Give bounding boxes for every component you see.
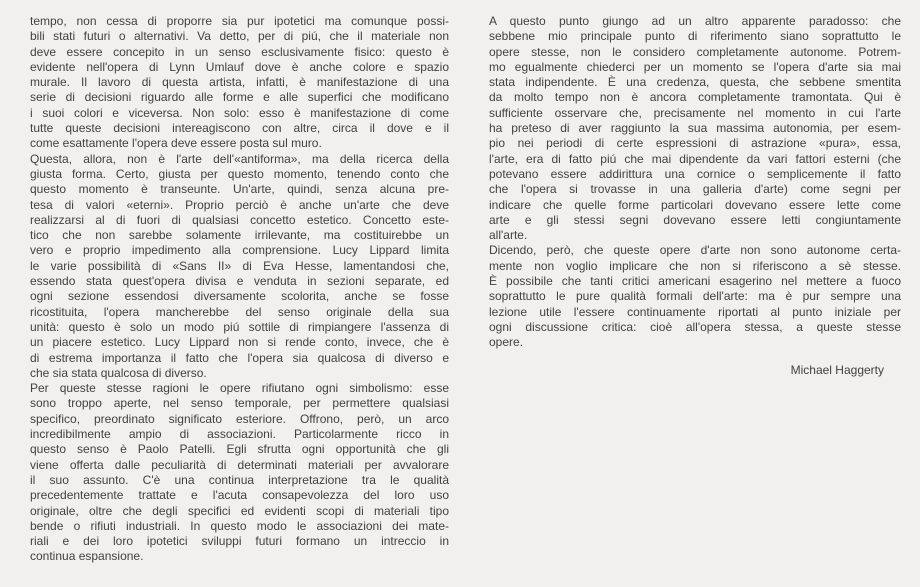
text-line: unità: questo è solo un modo piú sottile di rimpiangere l'assenza di (30, 319, 449, 334)
text-line: che sia stata qualcosa di diverso. (30, 365, 207, 380)
text-line: un piacere estetico. Lucy Lippard non si rende conto, invece, che è (30, 335, 449, 350)
text-line: murale. Il lavoro di questa artista, infatti, è manifestazione di una (30, 75, 449, 90)
paragraph (489, 14, 901, 243)
text-line: tempo, non cessa di proporre sia pur ipotetici ma comunque possi- (30, 14, 449, 28)
text-line: sebbene mio principale punto di riferimento siano soprattutto le (489, 29, 901, 44)
text-line: originale, oltre che degli specifici ed evidenti scopi di materiali tipo (30, 503, 449, 518)
text-line: viene offerta dalle peculiarità di determinati materiali per avvalorare (30, 457, 449, 472)
text-line: riali e dei loro ipotetici sviluppi futuri formano un intreccio in (30, 534, 449, 549)
text-line: all'arte. (489, 228, 528, 243)
text-line: giusta forma. Certo, giusta per questo momento, tenendo conto che (30, 166, 449, 181)
text-line: realizzarsi al di fuori di qualsiasi concetto estetico. Concetto este- (30, 212, 449, 227)
text-line: vero e proprio impedimento alla comprensione. Lucy Lippard limita (30, 243, 449, 258)
paragraph (489, 243, 901, 350)
text-line: Dicendo, però, che queste opere d'arte non sono autonome certa- (489, 243, 901, 258)
text-line: come esattamente l'opera deve essere posta sul muro. (30, 136, 322, 151)
text-line: mente non voglio implicare che non si riferiscono a sè stesse. (489, 258, 901, 273)
text-line: deve essere concepito in un senso esclusivamente fisico: questo è (30, 44, 449, 59)
text-line: essendo stata quest'opera divisa e venduta in sezioni separate, ed (30, 274, 449, 289)
text-line: le varie possibilità di «Sans II» di Eva Hesse, lamentandosi che, (30, 258, 449, 273)
text-line: ogni sezione essendosi diversamente scolorita, anche se fosse (30, 289, 449, 304)
text-line: specifico, preordinato significato esteriore. Offrono, però, un arco (30, 411, 449, 426)
text-line: A questo punto giungo ad un altro apparente paradosso: che (489, 14, 901, 28)
text-line: lezione utile l'essere continuamente riportati al punto iniziale per (489, 304, 901, 319)
text-line: precedentemente trattate e l'acuta consapevolezza del loro uso (30, 488, 449, 503)
text-line: stata indipendente. È una credenza, questa, che sebbene smentita (489, 75, 901, 90)
text-column-left (30, 14, 449, 565)
text-line: continua espansione. (30, 549, 144, 564)
text-line: tesa di valori «eterni». Proprio perciò è anche un'arte che deve (30, 197, 449, 212)
text-line: sufficiente osservare che, precisamente nel momento in cui l'arte (489, 105, 901, 120)
text-line: tico che non sarebbe solamente irrilevante, ma costituirebbe un (30, 228, 449, 243)
text-line: pio nei periodi di certe espressioni di astrazione «pura», essa, (489, 136, 901, 151)
text-line: i suoi colori e viceversa. Non solo: esso è manifestazione di come (30, 105, 449, 120)
text-line: che l'opera si trovasse in una galleria d'arte) come segni per (489, 182, 901, 197)
text-column-right (489, 14, 901, 378)
paragraph (30, 14, 449, 152)
text-line: Michael Haggerty (790, 362, 884, 377)
text-line: bili stati futuri o alternativi. Va detto, per di piú, che il materiale non (30, 29, 449, 44)
paragraph (30, 381, 449, 565)
text-line: da molto tempo non è ancora completamente tramontata. Qui è (489, 90, 901, 105)
text-line: bende o rifiuti industriali. In questo modo le associazioni dei mate- (30, 518, 449, 533)
text-line: di estrema importanza il fatto che l'opera sia qualcosa di diverso e (30, 350, 449, 365)
text-line: questo senso è Paolo Patelli. Egli sfrutta ogni opportunità che gli (30, 442, 449, 457)
text-line: soprattutto le pure qualità formali dell'arte: ma è pur sempre una (489, 289, 901, 304)
text-line: serie di decisioni riguardo alle forme e alle superfici che modificano (30, 90, 449, 105)
text-line: È possibile che tanti critici americani esagerino nel mettere a fuoco (489, 274, 901, 289)
text-line: arte e gli stessi segni dovevano essere letti congiuntamente (489, 212, 901, 227)
text-line: questo momento è transeunte. Un'arte, quindi, senza alcuna pre- (30, 182, 449, 197)
text-line: ha preteso di aver raggiunto la sua massima autonomia, per esem- (489, 121, 901, 136)
text-line: potevano essere addirittura una cornice o semplicemente il fatto (489, 166, 901, 181)
author-byline (489, 363, 901, 378)
text-line: sono troppo aperte, nel senso temporale, per permettere qualsiasi (30, 396, 449, 411)
text-line: opere. (489, 335, 524, 350)
text-line: evidente nell'opera di Lynn Umlauf dove è anche colore e spazio (30, 59, 449, 74)
text-line: tutte queste decisioni intereagiscono con altre, circa il dove e il (30, 121, 449, 136)
text-line: Per queste stesse ragioni le opere rifiutano ogni simbolismo: esse (30, 381, 449, 396)
paragraph (30, 152, 449, 381)
text-line: incredibilmente ampio di associazioni. Particolarmente ricco in (30, 427, 449, 442)
text-line: ogni discussione critica: cioè all'opera stessa, a queste stesse (489, 319, 901, 334)
text-line: opere stesse, non le considero completamente autonome. Potrem- (489, 44, 901, 59)
text-line: mo egualmente chiederci per un momento se l'opera d'arte sia mai (489, 59, 901, 74)
text-line: indicare che quelle forme particolari dovevano essere lette come (489, 197, 901, 212)
text-line: il suo assunto. C'è una continua interpretazione tra le qualità (30, 472, 449, 487)
text-line: ricostituita, l'opera mancherebbe del senso originale della sua (30, 304, 449, 319)
text-line: l'arte, era di fatto piú che mai dipendente da vari fattori esterni (che (489, 151, 901, 166)
text-line: Questa, allora, non è l'arte dell'«antiforma», ma della ricerca della (30, 151, 449, 166)
